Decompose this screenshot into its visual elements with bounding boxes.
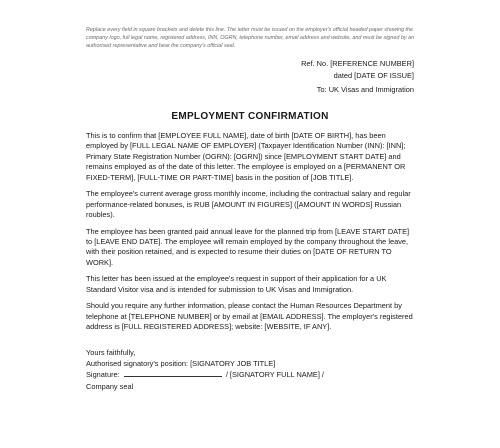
signature-rule <box>124 370 222 377</box>
letter-title: EMPLOYMENT CONFIRMATION <box>171 111 329 122</box>
paragraph-contact: Should you require any further information, please contact the Human Resources Department by telephone at [TELEPHONE NUMBER] or by email at [EMAIL ADDRESS]. The employer's registered address is [FULL REGISTERED ADDRESS]; website: [WEBSITE, IF ANY]. <box>86 301 413 332</box>
paragraph-employment: This is to confirm that [EMPLOYEE FULL NAME], date of birth [DATE OF BIRTH], has been employed by [FULL LEGAL NAME OF EMPLOYER] (Taxpayer Identification Number (INN): [INN]; Primary State Registration Number (OGRN): [OGRN]) since [EMPLOYMENT START DATE] and remains employed as of the date of this letter. The employee is employed on a [PERMANENT OR FIXED-TERM], [FULL-TIME OR PART-TIME] basis in the position of [JOB TITLE]. <box>86 131 406 182</box>
reference-number: Ref. No. [REFERENCE NUMBER] <box>301 59 414 68</box>
sign-off: Yours faithfully, <box>86 348 136 357</box>
signatory-name: / [SIGNATORY FULL NAME] / <box>225 370 324 380</box>
reference-block <box>301 58 414 96</box>
signatory-position: Authorised signatory's position: [SIGNATORY JOB TITLE] <box>86 359 276 369</box>
signature-line <box>86 369 416 380</box>
paragraph-income: The employee's current average gross monthly income, including the contractual salary and regular performance-related bonuses, is RUB [AMOUNT IN FIGURES] ([AMOUNT IN WORDS] Russian roubles). <box>86 189 411 220</box>
company-seal: Company seal <box>86 381 134 391</box>
date-of-issue: dated [DATE OF ISSUE] <box>333 70 414 80</box>
letter-body <box>86 131 416 339</box>
signature-label: Signature: <box>86 370 120 380</box>
closing-block <box>86 347 416 392</box>
instruction-note: Replace every field in square brackets and delete this line. The letter must be issued on the employer's official headed paper showing the company logo, full legal name, registered address, INN, OGRN, telephone number, email address and website, and must be signed by an authorised representative and bear the company's official seal. <box>86 27 415 49</box>
paragraph-leave: The employee has been granted paid annual leave for the planned trip from [LEAVE START DATE] to [LEAVE END DATE]. The employee will remain employed by the company throughout the leave, with their position retained, and is expected to resume their duties on [DATE OF RETURN TO WORK]. <box>86 226 410 267</box>
paragraph-purpose: This letter has been issued at the employee's request in support of their application for a UK Standard Visitor visa and is intended for submission to UK Visas and Immigration. <box>86 274 387 294</box>
recipient: To: UK Visas and Immigration <box>316 85 414 94</box>
